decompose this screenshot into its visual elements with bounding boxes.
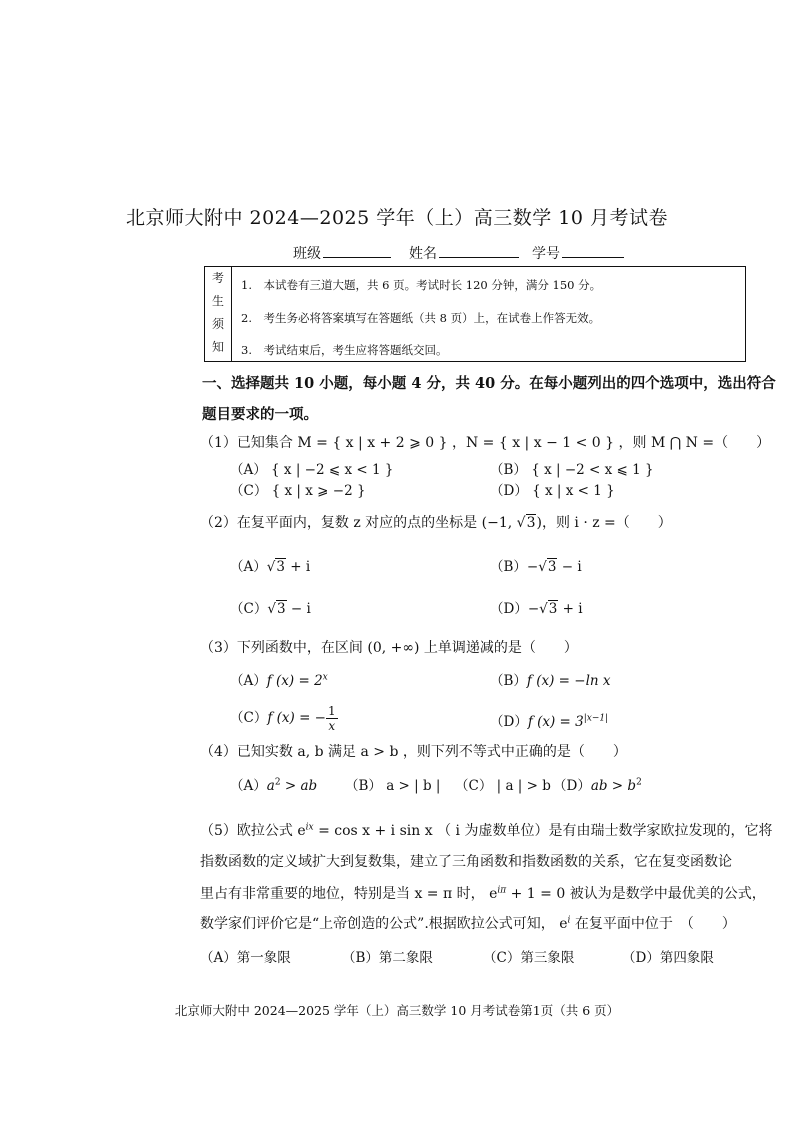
- question-3-stem: （3）下列函数中，在区间 (0, +∞) 上单调递减的是（ ）: [200, 640, 578, 656]
- option-label: （C）: [230, 601, 268, 617]
- question-2-stem-radicand: 3: [526, 515, 536, 531]
- question-4-option-d: [553, 774, 642, 794]
- question-5-option-d: （D）第四象限: [622, 950, 714, 966]
- question-5-line-1: [200, 820, 772, 840]
- option-radicand: 3: [276, 559, 285, 575]
- notice-label: [205, 267, 232, 361]
- question-4-option-b: （B） a > | b |: [345, 778, 441, 794]
- student-id-blank: [562, 243, 624, 258]
- question-1-stem: （1）已知集合 M = { x | x + 2 ⩾ 0 } ，N = { x | x − 1 < 0 } ，则 M ⋂ N =（ ）: [200, 435, 771, 451]
- question-1-option-c: （C） { x | x ⩾ −2 }: [230, 483, 366, 499]
- notice-item: 2. 考生务必将答案填写在答题纸（共 8 页）上，在试卷上作答无效。: [241, 311, 601, 325]
- option-expr: a: [266, 778, 275, 794]
- option-label: （D）: [553, 778, 591, 794]
- notice-item: 3. 考试结束后，考生应将答题纸交回。: [241, 343, 448, 357]
- question-1-option-d: （D） { x | x < 1 }: [490, 483, 615, 499]
- question-3-option-b: [490, 669, 610, 689]
- option-expr: ab > b: [590, 778, 637, 794]
- question-4-stem: （4）已知实数 a, b 满足 a > b ，则下列不等式中正确的是（ ）: [200, 744, 627, 760]
- student-id-field: [532, 243, 624, 263]
- option-rest: − i: [286, 601, 311, 617]
- question-2-stem: （2）在复平面内，复数 z 对应的点的坐标是 (−1, √3)，则 i · z =（ ）: [200, 515, 672, 531]
- text: 数学家们评价它是“上帝创造的公式”.根据欧拉公式可知， e: [200, 916, 568, 932]
- text: 里占有非常重要的地位，特别是当 x = π 时， e: [200, 886, 498, 902]
- option-sign: −: [527, 601, 540, 617]
- option-label: （B）: [490, 673, 527, 689]
- text: 在复平面中位于 （ ）: [570, 916, 736, 932]
- option-expr: f (x) = 3: [527, 714, 584, 730]
- question-2-stem-text-end: )，则 i · z =（ ）: [536, 515, 672, 531]
- question-1-option-a: （A） { x | −2 ⩽ x < 1 }: [230, 462, 394, 478]
- option-exponent: 2: [274, 777, 281, 788]
- option-radicand: 3: [547, 559, 557, 575]
- notice-label-char: 知: [211, 340, 224, 354]
- class-field: [293, 243, 391, 263]
- option-expr: f (x) = −ln x: [526, 673, 611, 689]
- question-5-option-b: （B）第二象限: [342, 950, 433, 966]
- option-radicand: 3: [548, 601, 558, 617]
- question-3-option-d: [490, 710, 608, 730]
- name-field: [409, 243, 519, 263]
- question-2-option-c: （C）√3 − i: [230, 601, 311, 617]
- question-5-option-c: （C）第三象限: [483, 950, 575, 966]
- option-sign: −: [526, 559, 539, 575]
- option-exponent: |x−1|: [583, 713, 609, 724]
- option-radicand: 3: [276, 601, 286, 617]
- question-4-option-a: [230, 774, 317, 794]
- notice-box: [204, 266, 746, 362]
- class-label: 班级: [293, 246, 321, 262]
- option-rest: + i: [558, 601, 583, 617]
- option-rest: + i: [285, 559, 311, 575]
- question-2-stem-text: （2）在复平面内，复数 z 对应的点的坐标是 (−1,: [200, 515, 517, 531]
- exam-title: 北京师大附中 2024—2025 学年（上）高三数学 10 月考试卷: [125, 207, 669, 229]
- notice-item: 1. 本试卷有三道大题，共 6 页。考试时长 120 分钟，满分 150 分。: [241, 278, 602, 292]
- option-label: （C）: [230, 710, 268, 726]
- option-exponent: x: [322, 672, 328, 683]
- option-label: （D）: [490, 601, 528, 617]
- option-expr: f (x) = −: [267, 710, 326, 726]
- question-3-option-a: [230, 669, 328, 689]
- fraction: [326, 704, 338, 733]
- option-label: （A）: [230, 559, 267, 575]
- option-expr: f (x) = 2: [266, 673, 323, 689]
- exponent: i: [567, 915, 571, 926]
- notice-label-char: 须: [211, 317, 224, 331]
- name-blank: [439, 243, 519, 258]
- question-3-option-c: [230, 704, 338, 733]
- text: = cos x + i sin x （ i 为虚数单位）是有由瑞士数学家欧拉发现的，它将: [313, 823, 773, 839]
- option-rest: − i: [557, 559, 582, 575]
- option-rest: > ab: [280, 778, 318, 794]
- question-4-option-c: （C） | a | > b: [455, 778, 551, 794]
- student-id-label: 学号: [532, 246, 560, 262]
- option-label: （D）: [490, 714, 528, 730]
- question-5-line-3: [200, 883, 766, 903]
- question-5-line-2: 指数函数的定义域扩大到复数集，建立了三角函数和指数函数的关系，它在复变函数论: [200, 854, 732, 870]
- exponent: ix: [305, 822, 314, 833]
- text: + 1 = 0 被认为是数学中最优美的公式，: [506, 886, 766, 902]
- exponent: iπ: [497, 885, 507, 896]
- notice-label-char: 生: [211, 294, 224, 308]
- text: （5）欧拉公式 e: [200, 823, 306, 839]
- option-label: （A）: [230, 673, 267, 689]
- question-2-option-a: （A）√3 + i: [230, 559, 311, 575]
- section-heading-line1: 一、选择题共 10 小题，每小题 4 分，共 40 分。在每小题列出的四个选项中，选出符合: [202, 375, 776, 392]
- question-5-line-4: [200, 913, 736, 933]
- option-label: （A）: [230, 778, 267, 794]
- notice-label-char: 考: [211, 271, 224, 285]
- fraction-denominator: x: [328, 719, 336, 733]
- option-exponent: 2: [636, 777, 642, 788]
- name-label: 姓名: [409, 246, 437, 262]
- page-footer: 北京师大附中 2024—2025 学年（上）高三数学 10 月考试卷第1页（共 6 页）: [174, 1003, 620, 1018]
- fraction-numerator: 1: [327, 704, 336, 718]
- question-1-option-b: （B） { x | −2 < x ⩽ 1 }: [490, 462, 654, 478]
- option-label: （B）: [490, 559, 527, 575]
- question-2-option-b: （B）−√3 − i: [490, 559, 582, 575]
- question-2-option-d: （D）−√3 + i: [490, 601, 583, 617]
- question-5-option-a: （A）第一象限: [200, 950, 291, 966]
- class-blank: [323, 243, 391, 258]
- section-heading-line2: 题目要求的一项。: [202, 406, 318, 423]
